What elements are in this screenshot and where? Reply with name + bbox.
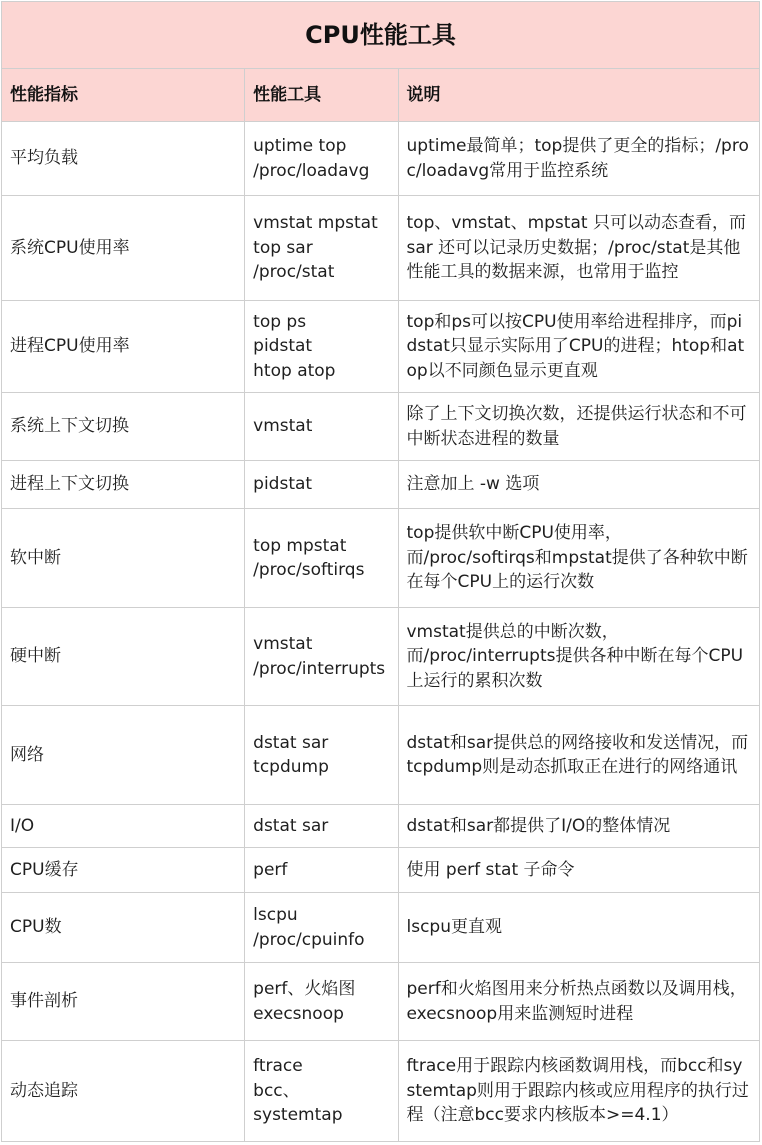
table-row	[2, 706, 760, 805]
metric-cell: 网络	[2, 706, 245, 805]
table-row	[2, 196, 760, 301]
table-row	[2, 122, 760, 196]
tools-cell: lscpu /proc/cpuinfo	[245, 893, 398, 963]
table-row	[2, 805, 760, 848]
metric-cell: CPU数	[2, 893, 245, 963]
table-row	[2, 461, 760, 509]
metric-cell: 进程CPU使用率	[2, 301, 245, 393]
tools-cell: ftrace bcc、 systemtap	[245, 1041, 398, 1142]
header-metric: 性能指标	[2, 69, 245, 122]
metric-cell: 进程上下文切换	[2, 461, 245, 509]
cpu-tools-table-container	[1, 1, 760, 1142]
description-cell: vmstat提供总的中断次数， 而/proc/interrupts提供各种中断在每个CPU上运行的累积次数	[398, 608, 760, 706]
table-row	[2, 608, 760, 706]
tools-cell: dstat sar	[245, 805, 398, 848]
tools-cell: uptime top /proc/loadavg	[245, 122, 398, 196]
table-row	[2, 301, 760, 393]
description-cell: ftrace用于跟踪内核函数调用栈，而bcc和systemtap则用于跟踪内核或应用程序的执行过程（注意bcc要求内核版本>=4.1）	[398, 1041, 760, 1142]
table-row	[2, 893, 760, 963]
description-cell: top提供软中断CPU使用率， 而/proc/softirqs和mpstat提供了各种软中断在每个CPU上的运行次数	[398, 509, 760, 608]
header-description: 说明	[398, 69, 760, 122]
description-cell: top和ps可以按CPU使用率给进程排序，而pidstat只显示实际用了CPU的进程；htop和atop以不同颜色显示更直观	[398, 301, 760, 393]
description-cell: lscpu更直观	[398, 893, 760, 963]
table-title: CPU性能工具	[2, 2, 760, 69]
metric-cell: 平均负载	[2, 122, 245, 196]
tools-cell: pidstat	[245, 461, 398, 509]
metric-cell: 动态追踪	[2, 1041, 245, 1142]
table-row	[2, 1041, 760, 1142]
description-cell: 注意加上 -w 选项	[398, 461, 760, 509]
metric-cell: 系统CPU使用率	[2, 196, 245, 301]
tools-cell: dstat sar tcpdump	[245, 706, 398, 805]
table-row	[2, 963, 760, 1041]
tools-cell: vmstat	[245, 393, 398, 461]
description-cell: perf和火焰图用来分析热点函数以及调用栈，execsnoop用来监测短时进程	[398, 963, 760, 1041]
cpu-tools-table	[1, 1, 760, 1142]
tools-cell: perf	[245, 848, 398, 893]
tools-cell: top mpstat /proc/softirqs	[245, 509, 398, 608]
metric-cell: 事件剖析	[2, 963, 245, 1041]
table-row	[2, 848, 760, 893]
tools-cell: top ps pidstat htop atop	[245, 301, 398, 393]
table-row	[2, 393, 760, 461]
tools-cell: vmstat /proc/interrupts	[245, 608, 398, 706]
description-cell: dstat和sar提供总的网络接收和发送情况，而tcpdump则是动态抓取正在进行的网络通讯	[398, 706, 760, 805]
header-row	[2, 69, 760, 122]
table-row	[2, 509, 760, 608]
metric-cell: CPU缓存	[2, 848, 245, 893]
description-cell: top、vmstat、mpstat 只可以动态查看，而 sar 还可以记录历史数据；/proc/stat是其他性能工具的数据来源，也常用于监控	[398, 196, 760, 301]
metric-cell: 软中断	[2, 509, 245, 608]
description-cell: 除了上下文切换次数，还提供运行状态和不可中断状态进程的数量	[398, 393, 760, 461]
header-tools: 性能工具	[245, 69, 398, 122]
metric-cell: 系统上下文切换	[2, 393, 245, 461]
metric-cell: 硬中断	[2, 608, 245, 706]
description-cell: 使用 perf stat 子命令	[398, 848, 760, 893]
tools-cell: vmstat mpstat top sar /proc/stat	[245, 196, 398, 301]
tools-cell: perf、火焰图 execsnoop	[245, 963, 398, 1041]
description-cell: dstat和sar都提供了I/O的整体情况	[398, 805, 760, 848]
description-cell: uptime最简单；top提供了更全的指标；/proc/loadavg常用于监控系统	[398, 122, 760, 196]
metric-cell: I/O	[2, 805, 245, 848]
title-row	[2, 2, 760, 69]
